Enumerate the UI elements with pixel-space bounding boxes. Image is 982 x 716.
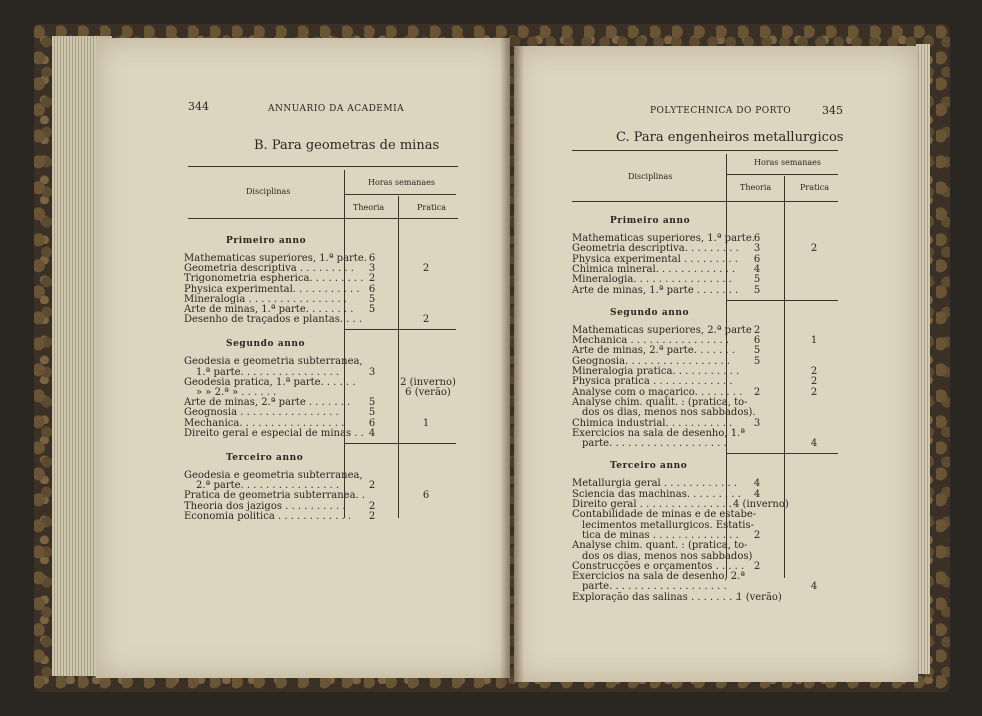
pratica-value: 4 <box>810 581 818 593</box>
table-row-label: parte. . . . . . . . . . . . . . . . . . . <box>582 438 727 450</box>
header-horas-semanaes: Horas semanaes <box>368 178 435 187</box>
page-number: 344 <box>188 100 209 113</box>
table-row-label: Geometria descriptiva. . . . . . . . . <box>572 243 739 255</box>
table-row-label: Analyse com o maçarico. . . . . . . . <box>572 386 743 398</box>
pratica-value: 4 <box>810 438 818 450</box>
header-horas-semanaes: Horas semanaes <box>754 158 821 167</box>
header-disciplinas: Disciplinas <box>628 172 673 181</box>
column-rule-1 <box>344 170 345 518</box>
table-row-label: 2.ª parte. . . . . . . . . . . . . . . . <box>196 480 340 492</box>
page-number: 345 <box>822 104 843 117</box>
group-title: Primeiro anno <box>610 216 691 226</box>
running-head: ANNUARIO DA ACADEMIA <box>268 104 405 114</box>
theoria-value: 6 <box>368 283 376 295</box>
theoria-value: 4 <box>753 263 761 275</box>
theoria-value: 4 <box>368 427 376 439</box>
table-row-label: Geodesia e geometria subterranea, <box>184 356 363 368</box>
left-page <box>96 38 510 678</box>
table-row-label: parte. . . . . . . . . . . . . . . . . . . <box>582 581 727 593</box>
pratica-value: 2 <box>422 263 430 275</box>
pratica-value: 1 <box>810 335 818 347</box>
header-bottom-rule <box>572 201 838 202</box>
theoria-value: 5 <box>368 397 376 409</box>
table-row-label: dos os dias, menos nos sabbados). <box>582 407 756 419</box>
pratica-value: 2 <box>810 243 818 255</box>
section-title: C. Para engenheiros metallurgicos <box>616 130 844 145</box>
theoria-value: 5 <box>753 345 761 357</box>
header-theoria: Theoria <box>353 203 385 212</box>
theoria-value: 4 <box>753 488 761 500</box>
table-row-label: Metallurgia geral . . . . . . . . . . . . <box>572 478 738 490</box>
table-row-label: Mineralogia . . . . . . . . . . . . . . . . <box>184 293 348 305</box>
column-rule-2 <box>398 196 399 518</box>
theoria-value: 5 <box>368 304 376 315</box>
theoria-value: 5 <box>753 274 761 286</box>
table-row-label: Exercicios na sala de desenho, 2.ª <box>572 571 745 583</box>
table-row-label: » » 2.ª » . . . . . . <box>196 387 277 398</box>
theoria-value: 3 <box>753 417 761 429</box>
table-row-label: Mineralogia pratica. . . . . . . . . . . <box>572 366 740 377</box>
table-row-label: Exploração das salinas . . . . . . . . <box>572 591 739 603</box>
header-subrule <box>726 174 838 175</box>
theoria-value: 5 <box>753 355 761 367</box>
theoria-value: 2 <box>753 324 761 336</box>
table-row-label: Geognosia. . . . . . . . . . . . . . . . . <box>572 355 730 367</box>
table-row-label: Mathematicas superiores, 2.ª parte <box>572 324 752 336</box>
theoria-value: 2 <box>753 529 761 541</box>
header-pratica: Pratica <box>800 183 829 192</box>
table-row-label: Chimica mineral. . . . . . . . . . . . . <box>572 263 736 275</box>
theoria-value: 5 <box>753 284 761 296</box>
table-row-label: lecimentos metallurgicos. Estatis- <box>582 519 754 531</box>
theoria-value: 6 <box>753 233 761 244</box>
theoria-value: 3 <box>368 366 376 378</box>
table-row-label: Contabilidade de minas e de estabe- <box>572 509 757 521</box>
table-row-label: Physica experimental. . . . . . . . . . . <box>184 283 360 295</box>
page-edges-right <box>916 44 930 674</box>
theoria-value: 6 <box>368 253 376 264</box>
table-row-label: Mechanica. . . . . . . . . . . . . . . . . <box>184 417 345 429</box>
table-row-label: Physica pratica . . . . . . . . . . . . . <box>572 376 733 388</box>
pratica-value: 2 <box>810 376 818 388</box>
theoria-value: 6 <box>368 417 376 429</box>
table-row-label: Mathematicas superiores, 1.ª parte. <box>184 253 367 264</box>
theoria-value: 6 <box>753 335 761 347</box>
theoria-value: 2 <box>368 273 376 285</box>
group-divider <box>344 329 456 330</box>
right-page <box>514 46 918 682</box>
theoria-value: 4 (inverno) <box>733 499 789 510</box>
theoria-value: 3 <box>368 263 376 275</box>
table-row-label: Arte de minas, 2.ª parte. . . . . . . <box>572 345 736 357</box>
table-row-label: Physica experimental . . . . . . . . . <box>572 253 738 265</box>
table-row-label: Arte de minas, 2.ª parte . . . . . . . <box>184 397 351 409</box>
table-row-label: Arte de minas, 1.ª parte. . . . . . . . <box>184 304 354 315</box>
theoria-value: 4 <box>753 478 761 490</box>
group-title: Terceiro anno <box>610 461 688 472</box>
table-row-label: tica de minas . . . . . . . . . . . . . . <box>582 529 739 541</box>
pratica-value: 2 <box>810 366 818 377</box>
table-top-rule <box>188 166 458 167</box>
table-row-label: Arte de minas, 1.ª parte . . . . . . . <box>572 284 739 296</box>
theoria-value: 2 <box>753 560 761 572</box>
header-subrule <box>344 194 456 195</box>
book-gutter <box>500 36 524 686</box>
theoria-value: 2 <box>368 510 376 522</box>
table-row-label: Direito geral e especial de minas . . <box>184 427 364 439</box>
table-row-label: dos os dias, menos nos sabbados) <box>582 550 753 562</box>
pratica-value: 6 (verão) <box>405 387 451 398</box>
pratica-value: 1 <box>422 417 430 429</box>
theoria-value: 5 <box>368 407 376 419</box>
running-head: POLYTECHNICA DO PORTO <box>650 106 792 116</box>
theoria-value: 5 <box>368 293 376 305</box>
group-title: Segundo anno <box>610 307 690 318</box>
table-row-label: Economia politica . . . . . . . . . . . . <box>184 510 352 522</box>
header-pratica: Pratica <box>417 203 446 212</box>
table-row-label: Sciencia das machinas. . . . . . . . . <box>572 488 741 500</box>
table-row-label: Exercicios na sala de desenho, 1.ª <box>572 427 745 439</box>
column-rule-2 <box>784 176 785 578</box>
theoria-value: 1 (verão) <box>736 591 782 603</box>
table-row-label: Pratica de geometria subterranea. . <box>184 490 366 502</box>
table-row-label: Geometria descriptiva . . . . . . . . . <box>184 263 354 275</box>
header-bottom-rule <box>188 218 458 219</box>
group-title: Segundo anno <box>226 339 306 350</box>
pratica-value: 2 <box>422 314 430 326</box>
table-row-label: Construcções e orçamentos . . . . . <box>572 560 745 572</box>
table-row-label: Trigonometria espherica. . . . . . . . . <box>184 273 364 285</box>
table-row-label: Geodesia pratica, 1.ª parte. . . . . . <box>184 376 356 388</box>
theoria-value: 3 <box>753 243 761 255</box>
theoria-value: 2 <box>368 500 376 512</box>
theoria-value: 2 <box>753 386 761 398</box>
group-title: Terceiro anno <box>226 453 304 463</box>
group-title: Primeiro anno <box>226 236 307 246</box>
table-row-label: Chimica industrial. . . . . . . . . . . <box>572 417 733 429</box>
table-row-label: Analyse chim. quant. : (pratica, to- <box>572 540 748 552</box>
group-divider <box>726 300 838 301</box>
table-row-label: Theoria dos jazigos . . . . . . . . . . <box>184 500 346 512</box>
table-row-label: Desenho de traçados e plantas. . . . <box>184 314 363 326</box>
table-row-label: Geognosia . . . . . . . . . . . . . . . . <box>184 407 339 419</box>
pratica-value: 2 (inverno) <box>400 376 456 388</box>
table-top-rule <box>572 150 838 151</box>
section-title: B. Para geometras de minas <box>254 138 440 153</box>
header-theoria: Theoria <box>740 183 772 192</box>
table-row-label: Geodesia e geometria subterranea, <box>184 470 363 481</box>
group-divider <box>726 453 838 454</box>
table-row-label: Mechanica . . . . . . . . . . . . . . . . <box>572 335 730 347</box>
theoria-value: 2 <box>368 480 376 492</box>
group-divider <box>344 443 456 444</box>
table-row-label: Mineralogia. . . . . . . . . . . . . . . . <box>572 274 732 286</box>
header-disciplinas: Disciplinas <box>246 187 291 196</box>
table-row-label: Mathematicas superiores, 1.ª parte. <box>572 233 755 244</box>
table-row-label: Direito geral . . . . . . . . . . . . . . . <box>572 499 732 510</box>
table-row-label: Analyse chim. qualit. : (pratica, to- <box>572 396 748 408</box>
pratica-value: 2 <box>810 386 818 398</box>
pratica-value: 6 <box>422 490 430 502</box>
table-row-label: 1.ª parte. . . . . . . . . . . . . . . . <box>196 366 340 378</box>
theoria-value: 6 <box>753 253 761 265</box>
